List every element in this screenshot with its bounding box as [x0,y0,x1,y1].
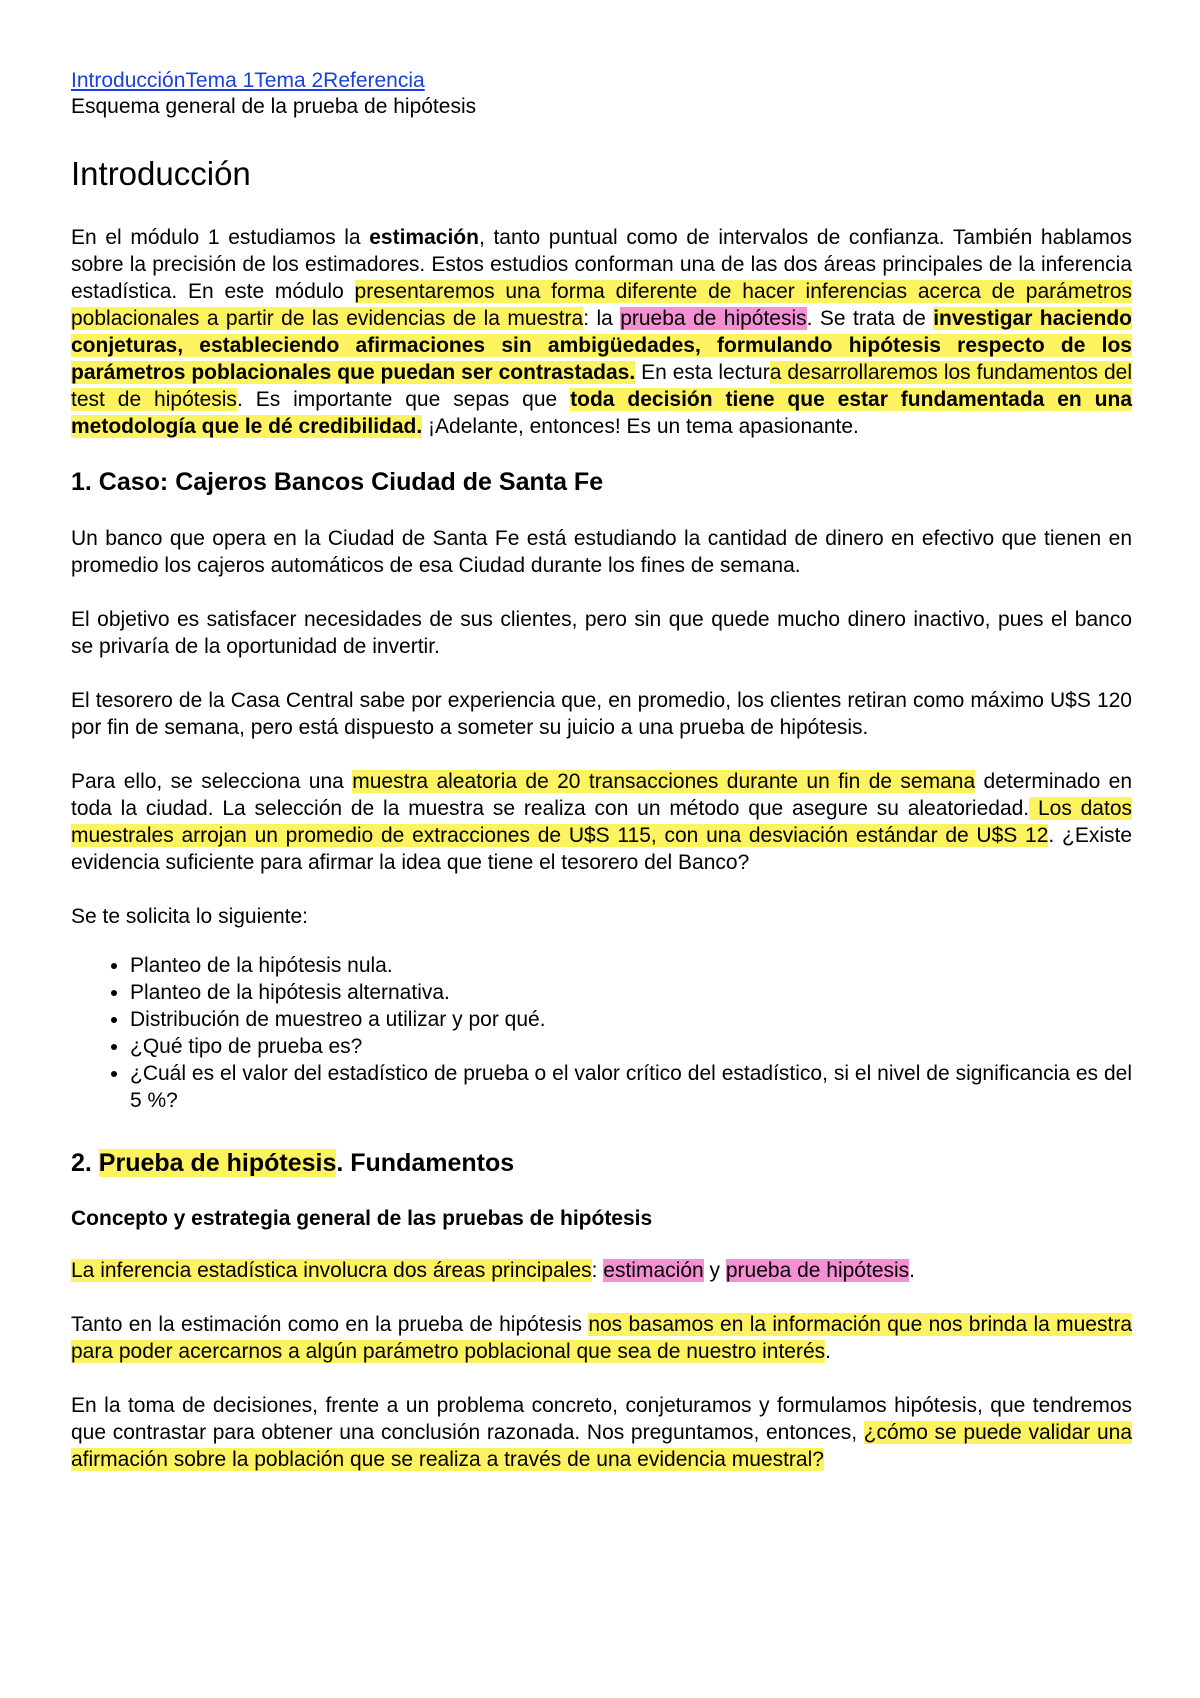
nav-link-referencia[interactable]: Referencia [323,69,425,92]
highlight-pink: prueba de hipótesis [725,1259,910,1282]
nav-link-tema-2[interactable]: Tema 2 [254,69,324,92]
text-run: determinado en toda la ciudad. La selección de la muestra se realiza con un método que asegure su aleatoriedad. [71,770,1132,820]
list-item: • Planteo de la hipótesis alternativa. [130,979,1132,1006]
intro-paragraph [71,224,1132,440]
text-run: En la toma de decisiones, frente a un problema concreto, conjeturamos y formulamos hipótesis, que tendremos que contrastar para obtener una conclusión razonada. Nos preguntamos, entonces, [71,1394,1132,1444]
bold-run: estimación [369,226,479,249]
highlight-yellow: Los datos muestrales arrojan un promedio de extracciones de U$S 115, con una desviación estándar de U$S 12 [71,797,1133,847]
case-paragraph-2: El objetivo es satisfacer necesidades de sus clientes, pero sin que quede mucho dinero inactivo, pues el banco se privaría de la oportunidad de invertir. [71,608,1132,658]
highlight-bold: toda decisión tiene que estar fundamentada en una metodología que le dé credibilidad. [71,388,1133,438]
list-item: • ¿Cuál es el valor del estadístico de prueba o el valor crítico del estadístico, si el nivel de significancia es del 5 %? [130,1060,1132,1114]
list-item: • Distribución de muestreo a utilizar y por qué. [130,1006,1132,1033]
text-run: . ¿Existe evidencia suficiente para afirmar la idea que tiene el tesorero del Banco? [71,824,1133,874]
section2-paragraph-1 [71,1257,1132,1284]
highlight-yellow: muestra aleatoria de 20 transacciones durante un fin de semana [352,770,976,793]
section2-subheading: Concepto y estrategia general de las pruebas de hipótesis [71,1207,653,1230]
highlight-yellow: a desarrollaremos los fundamentos del test de hipótesis [71,361,1132,411]
nav-link-introduccion[interactable]: Introducción [71,69,186,92]
case-paragraph-5: Se te solicita lo siguiente: [71,905,308,928]
text-run: ¡Adelante, entonces! Es un tema apasionante. [422,415,859,438]
section2-paragraph-2 [71,1311,1132,1365]
highlight-bold: investigar haciendo conjeturas, estableciendo afirmaciones sin ambigüedades, formulando hipótesis respecto de los parámetros poblacionales que puedan ser contrastadas. [71,307,1132,384]
text-run: En el módulo 1 estudiamos la [71,226,370,249]
highlight-pink: prueba de hipótesis [620,307,807,330]
case-paragraph-1: Un banco que opera en la Ciudad de Santa Fe está estudiando la cantidad de dinero en efectivo que tienen en promedio los cajeros automáticos de esa Ciudad durante los fines de semana. [71,527,1132,577]
highlight-yellow: ¿cómo se puede validar una afirmación sobre la población que se realiza a través de una evidencia muestral? [71,1421,1132,1471]
text-run: : la [583,307,621,330]
highlight-yellow: presentaremos una forma diferente de hacer inferencias acerca de parámetros poblacionales a partir de las evidencias de la muestra [71,280,1133,330]
text-run: . [909,1259,916,1282]
text-run: . Se trata de [806,307,934,330]
text-run: Tanto en la estimación como en la prueba de hipótesis [71,1313,589,1336]
nav-link-tema-1[interactable]: Tema 1 [185,69,255,92]
highlight-yellow: Prueba de hipótesis [98,1149,337,1177]
section2-heading [71,1148,1132,1178]
text-run: y [703,1259,726,1282]
list-item: • Planteo de la hipótesis nula. [130,952,1132,979]
heading-number: 2. [71,1149,99,1177]
case-heading: 1. Caso: Cajeros Bancos Ciudad de Santa Fe [71,468,604,496]
highlight-pink: estimación [603,1259,704,1282]
document-subtitle: Esquema general de la prueba de hipótesis [71,95,477,118]
text-run: , tanto puntual como de intervalos de confianza. También hablamos sobre la precisión de los estimadores. Estos estudios conforman una de las dos áreas principales de la inferencia estadística. En este módulo [71,226,1132,303]
case-paragraph-4 [71,768,1132,876]
intro-heading: Introducción [71,155,251,192]
list-item: • ¿Qué tipo de prueba es? [130,1033,1132,1060]
task-list [71,952,1132,1114]
highlight-yellow: La inferencia estadística involucra dos áreas principales [71,1259,592,1282]
heading-rest: . Fundamentos [336,1149,515,1177]
text-run: Para ello, se selecciona una [71,770,353,793]
highlight-yellow: nos basamos en la información que nos brinda la muestra para poder acercarnos a algún parámetro poblacional que sea de nuestro interés [71,1313,1132,1363]
nav-links [71,68,1132,94]
case-paragraph-3: El tesorero de la Casa Central sabe por experiencia que, en promedio, los clientes retiran como máximo U$S 120 por fin de semana, pero está dispuesto a someter su juicio a una prueba de hipótesis. [71,689,1132,739]
text-run: En esta lectur [635,361,770,384]
text-run: : [591,1259,604,1282]
text-run: . [825,1340,831,1363]
text-run: . Es importante que sepas que [236,388,571,411]
section2-paragraph-3 [71,1392,1132,1473]
